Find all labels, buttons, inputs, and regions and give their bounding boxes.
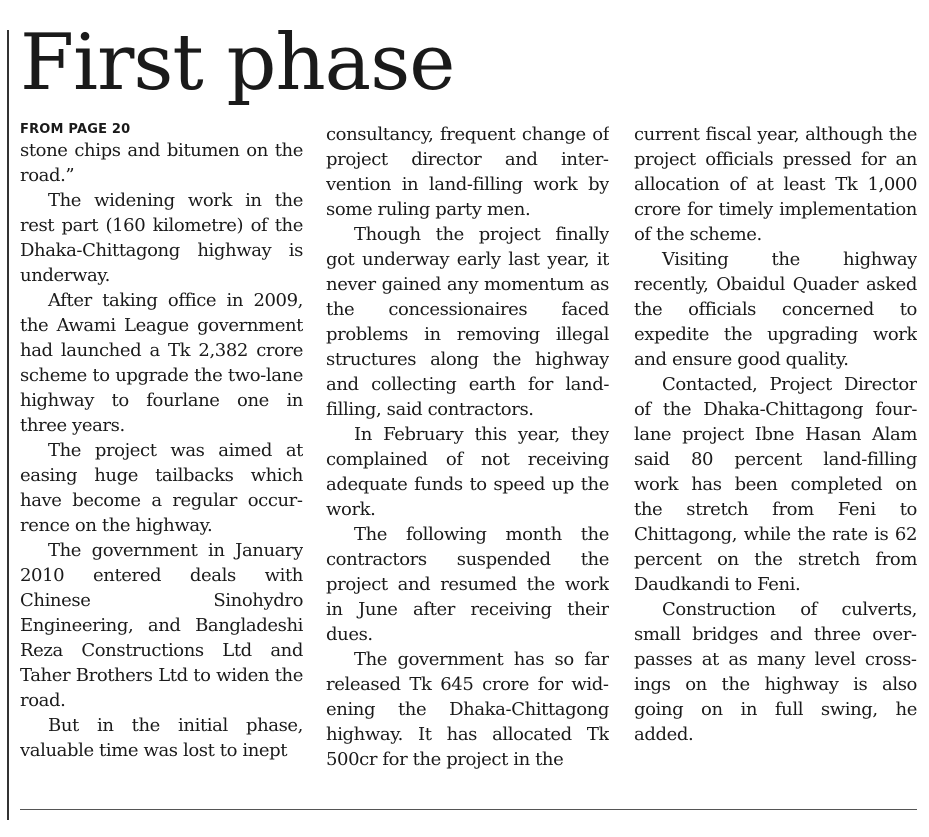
paragraph: The following month the contractors suspended the project and resumed the work in June after receiving their dues. (326, 524, 609, 645)
paragraph: The project was aimed at easing huge tailbacks which have become a regular occurrence on the highway. (20, 440, 303, 536)
paragraph: In February this year, they complained of not receiving adequate funds to speed up the work. (326, 424, 609, 520)
paragraph: After taking office in 2009, the Awami League government had launched a Tk 2,382 crore scheme to upgrade the two-lane highway to fourlane one in three years. (20, 290, 303, 436)
article-column-3 (634, 122, 917, 802)
left-column-rule (7, 30, 9, 820)
paragraph: stone chips and bitumen on the road.” (20, 140, 303, 186)
article-column-2 (326, 122, 609, 802)
paragraph: The government in January 2010 entered deals with Chinese Sinohydro Engineering, and Bangladeshi Reza Constructions Ltd and Taher Brothers Ltd to widen the road. (20, 540, 303, 711)
headline: First phase (20, 18, 455, 108)
paragraph: Construction of culverts, small bridges and three overpasses at as many level crossings on the highway is also going on in full swing, he added. (634, 599, 917, 745)
paragraph: Contacted, Project Director of the Dhaka-Chittagong four-lane project Ibne Hasan Alam said 80 percent land-filling work has been completed on the stretch from Feni to Chittagong, while the rate is 62 percent on the stretch from Daudkandi to Feni. (634, 374, 917, 595)
paragraph: current fiscal year, although the project officials pressed for an allocation of at least Tk 1,000 crore for timely implementation of the scheme. (634, 124, 917, 245)
bottom-rule (20, 809, 917, 810)
paragraph: Though the project finally got underway early last year, it never gained any momentum as the concessionaires faced problems in removing illegal structures along the highway and collecting earth for land-filling, said contractors. (326, 224, 609, 420)
paragraph: Visiting the highway recently, Obaidul Quader asked the officials concerned to expedite the upgrading work and ensure good quality. (634, 249, 917, 370)
paragraph: But in the initial phase, valuable time was lost to inept (20, 715, 303, 761)
jump-label: FROM PAGE 20 (20, 122, 131, 137)
paragraph: consultancy, frequent change of project director and intervention in land-filling work by some ruling party men. (326, 124, 609, 220)
paragraph: The widening work in the rest part (160 kilometre) of the Dhaka-Chittagong highway is underway. (20, 190, 303, 286)
paragraph: The government has so far released Tk 645 crore for widening the Dhaka-Chittagong highway. It has allocated Tk 500cr for the project in the (326, 649, 609, 770)
article-column-1 (20, 122, 303, 802)
